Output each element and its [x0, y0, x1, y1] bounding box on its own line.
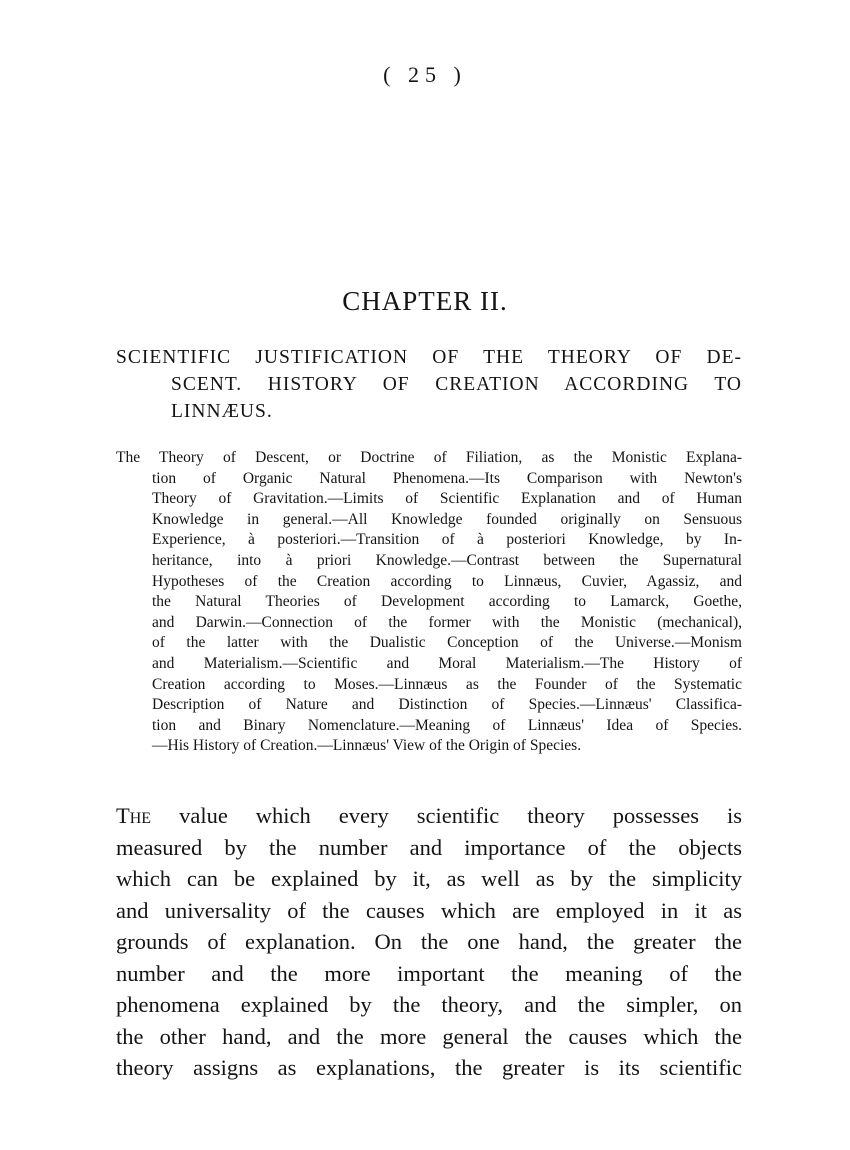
body-line: measured by the number and importance of the objects — [116, 834, 742, 860]
body-line: the other hand, and the more general the causes which the — [116, 1023, 742, 1049]
synopsis-line: the Natural Theories of Development according to Lamarck, Goethe, — [152, 593, 742, 611]
page-number: ( 25 ) — [383, 62, 467, 87]
subtitle-line: LINNÆUS. — [171, 401, 273, 422]
body-line-text: value which every scientific theory possesses is — [151, 803, 742, 828]
synopsis-line: and Materialism.—Scientific and Moral Materialism.—The History of — [152, 654, 742, 672]
body-paragraph — [116, 800, 742, 1084]
opening-word: The — [116, 803, 152, 828]
body-line: and universality of the causes which are employed in it as — [116, 897, 742, 923]
synopsis-line: Experience, à posteriori.—Transition of à posteriori Knowledge, by In- — [152, 531, 742, 549]
synopsis-line: and Darwin.—Connection of the former with the Monistic (mechanical), — [152, 613, 742, 631]
chapter-synopsis — [116, 448, 742, 757]
synopsis-line: Knowledge in general.—All Knowledge founded originally on Sensuous — [152, 510, 742, 528]
subtitle-line: SCIENTIFIC JUSTIFICATION OF THE THEORY OF DE- — [116, 347, 742, 368]
synopsis-line: —His History of Creation.—Linnæus' View of the Origin of Species. — [152, 737, 582, 755]
synopsis-line: Description of Nature and Distinction of Species.—Linnæus' Classifica- — [152, 696, 742, 714]
chapter-title: CHAPTER II. — [342, 286, 508, 316]
body-line: grounds of explanation. On the one hand, the greater the — [116, 929, 742, 954]
synopsis-line: tion of Organic Natural Phenomena.—Its Comparison with Newton's — [152, 469, 742, 487]
synopsis-line: Creation according to Moses.—Linnæus as the Founder of the Systematic — [152, 675, 742, 693]
body-line: number and the more important the meaning of the — [116, 960, 742, 986]
synopsis-line: Theory of Gravitation.—Limits of Scientific Explanation and of Human — [152, 490, 742, 508]
body-line — [116, 800, 742, 832]
synopsis-line: The Theory of Descent, or Doctrine of Filiation, as the Monistic Explana- — [116, 449, 742, 466]
synopsis-line: heritance, into à priori Knowledge.—Contrast between the Supernatural — [152, 551, 742, 569]
synopsis-line: Hypotheses of the Creation according to Linnæus, Cuvier, Agassiz, and — [152, 572, 742, 590]
synopsis-line: of the latter with the Dualistic Conception of the Universe.—Monism — [152, 634, 742, 652]
body-line: which can be explained by it, as well as by the simplicity — [116, 866, 742, 891]
subtitle-line: SCENT. HISTORY OF CREATION ACCORDING TO — [171, 374, 742, 395]
body-line: theory assigns as explanations, the greater is its scientific — [116, 1055, 742, 1080]
body-line: phenomena explained by the theory, and the simpler, on — [116, 992, 742, 1017]
chapter-subtitle — [116, 344, 742, 425]
synopsis-line: tion and Binary Nomenclature.—Meaning of Linnæus' Idea of Species. — [152, 716, 742, 734]
